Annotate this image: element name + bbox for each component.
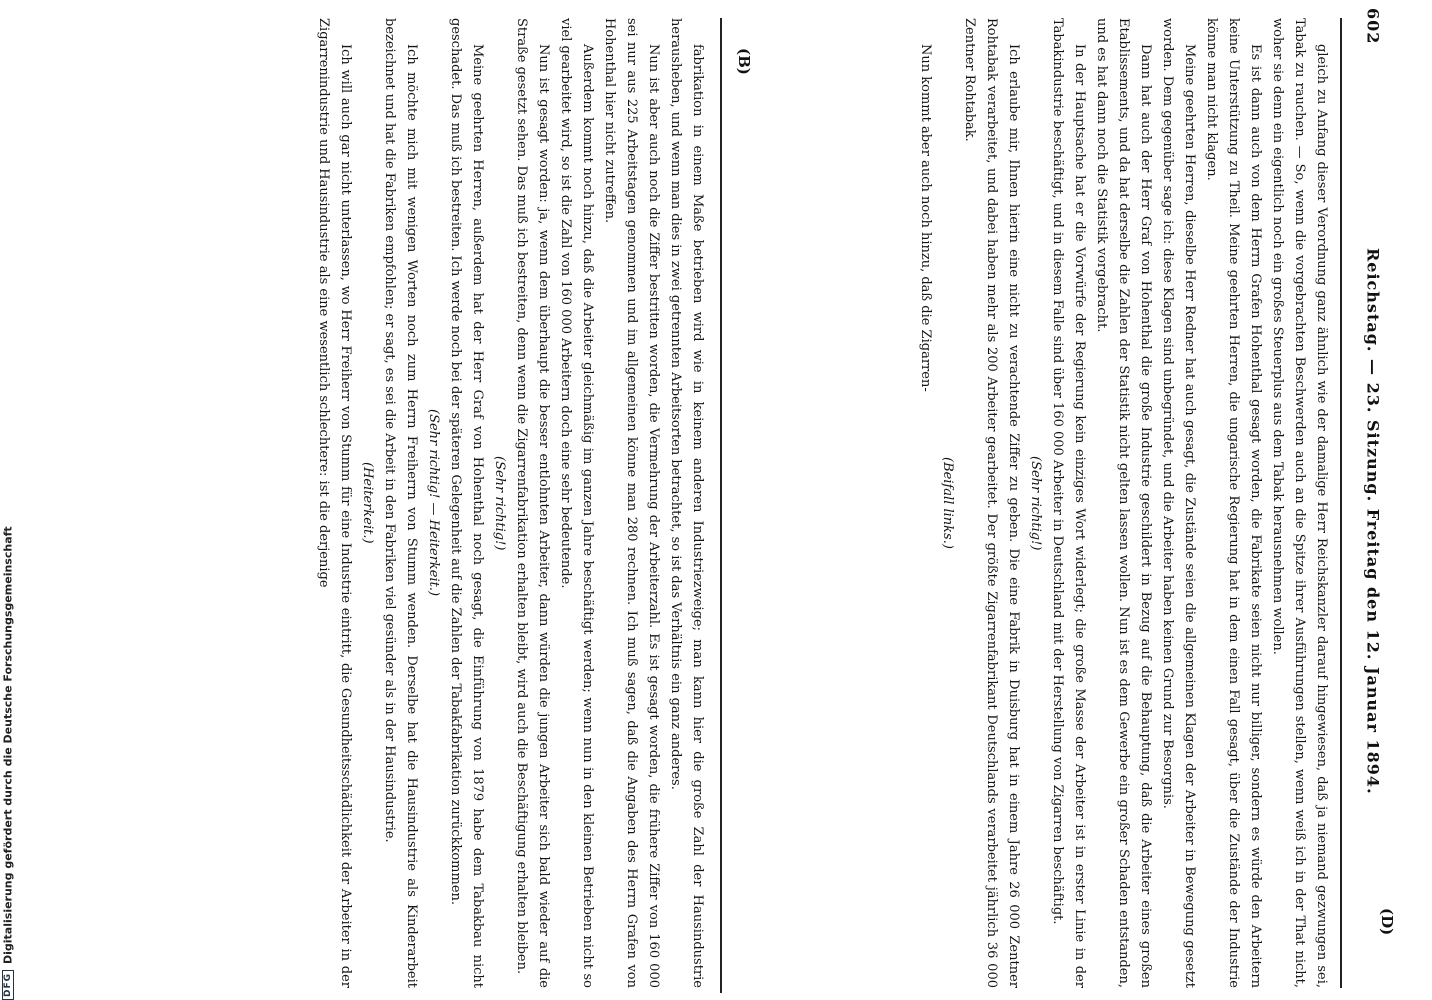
paragraph: Es ist dann auch von dem Herrn Grafen Hohenthal gesagt worden, die Fabrikate seien nicht nur billiger, sondern es würde den Arbeitern keine Unterstützung zu Theil. Meine geehrten Herren, die ungarische Regierung hat in dem einen Fall gesagt, über die Zustände der Industrie könne man nicht klagen. <box>1204 18 1263 988</box>
interjection: (Sehr richtig! — Heiterkeit.) <box>426 409 441 597</box>
paragraph: fabrikation in einem Maße betrieben wird wie in keinem anderen Industriezweige; man kann hier die große Zahl der Hausindustrie herausheben, und wenn man dies in zwei getrennten Arbeitsorten betrachtet, so ist das Verhältnis ein ganz anderes. <box>668 18 705 988</box>
margin-marker-d: (D) <box>1378 908 1396 936</box>
interjection: (Heiterkeit.) <box>360 462 375 544</box>
newspaper-sheet <box>18 8 1408 998</box>
interjection: (Sehr richtig!) <box>1028 455 1043 551</box>
paragraph: Ich erlaube mir, Ihnen hierin eine nicht zu verachtende Ziffer zu geben. Die eine Fabrik in Duisburg hat in einem Jahre 26 000 Zentner Rohtabak verarbeitet, und dabei haben mehr als 200 Arbeiter gearbeitet. Der größte Zigarrenfabrikant Deutschlands verarbeitet jährlich 36 000 Zentner Rohtabak. <box>962 18 1021 988</box>
header-rule <box>1340 18 1342 988</box>
paragraph: Außerdem kommt noch hinzu, daß die Arbeiter gleichmäßig im ganzen Jahre beschäftigt werden; wenn nun in den kleinen Betrieben nicht so viel gearbeitet wird, so ist die Zahl von 160 000 Arbeitern doch eine sehr bedeutende. <box>558 18 595 988</box>
interjection: (Beifall links.) <box>940 457 955 549</box>
paragraph: Ich will auch gar nicht unterlassen, wo Herr Freiherr von Stumm für eine Industrie eintritt, die Gesundheitsschädlichkeit der Arbeiter in der Zigarrenindustrie und Hausindustrie als eine wesentlich schlechtere: ist die derjenige <box>316 18 353 988</box>
paragraph: Nun ist gesagt worden: ja, wenn dem überhaupt die besser entlohnten Arbeiter, dann würden die jungen Arbeiter sich bald wieder auf die Straße gesetzt sehen. Das muß ich bestreiten, denn wenn die Zigarrenfabrikation erhalten bleibt, wird auch die Beschäftigung erhalten bleiben. <box>514 18 551 988</box>
digitization-footer <box>0 0 16 1000</box>
paragraph: gleich zu Anfang dieser Verordnung ganz ähnlich wie der damalige Herr Reichskanzler darauf hingewiesen, daß ja niemand gezwungen sei, Tabak zu rauchen. — So, wenn die vorgebrachten Beschwerden auch an die Spitze ihrer Ausführungen stellen, wenn weiß ich in der That nicht, woher sie denn ein eigentlich noch ein großes Steuerplus aus dem Tabak herausnehmen wollen. <box>1270 18 1329 988</box>
interjection: (Sehr richtig!) <box>492 455 507 551</box>
margin-marker-b: (B) <box>735 48 753 75</box>
paragraph: Meine geehrten Herren, dieselbe Herr Redner hat auch gesagt, die Zustände seien die allgemeinen Klagen der Arbeiter in Bewegung gesetzt worden. Dem gegenüber sage ich: diese Klagen sind unbegründet, und die Arbeiter haben keinen Grund zur Besorgnis. <box>1160 18 1197 988</box>
digitization-credit: Digitalisierung gefördert durch die Deutsche Forschungsgemeinschaft <box>1 526 15 964</box>
paragraph: Nun kommt aber auch noch hinzu, daß die Zigarren- <box>918 44 933 392</box>
running-title: Reichstag. — 23. Sitzung. Freitag den 12. Januar 1894. <box>1363 247 1383 795</box>
paragraph: Nun ist aber auch noch die Ziffer bestritten worden, die Vermehrung der Arbeiterzahl. Es ist gesagt worden, die frühere Ziffer von 160 000 sei nur aus 225 Arbeitstagen genommen und im allgemeinen könne man 280 rechnen. Ich muß sagen, daß die Angaben des Herrn Grafen von Hohenthal hier nicht zutreffen. <box>602 18 661 988</box>
paragraph: In der Hauptsache hat er die Vorwürfe der Regierung kein einziges Wort widerlegt; die große Masse der Arbeiter ist in erster Linie in der Tabakindustrie beschäftigt, und in diesem Falle sind über 160 000 Arbeiter in Deutschland mit der Herstellung von Zigarren beschäftigt. <box>1050 18 1087 988</box>
paragraph: Dann hat auch der Herr Graf von Hohenthal die große Industrie geschildert in Bezug auf die Behauptung, daß die Arbeiter eines großen Etablissements, und da hat derselbe die Zahlen der Statistik nicht gelten lassen wollen. Nun ist es dem Gewerbe ein großer Schaden entstanden, und es hat dann noch die Statistik vorgebracht. <box>1094 18 1153 988</box>
column-divider <box>720 18 722 993</box>
text-column-right <box>108 18 708 988</box>
page-header <box>1338 8 1408 998</box>
dfg-logo-icon: DFG <box>2 970 14 1000</box>
page-number: 602 <box>1363 8 1383 45</box>
paragraph: Ich möchte mich mit wenigen Worten noch zum Herrn Freiherrn von Stumm wenden. Derselbe hat die Hausindustrie als Kinderarbeit bezeichnet und hat die Fabriken empfohlen; er sagt, es sei die Arbeit in den Fabriken viel gesünder als in der Hausindustrie. <box>382 18 419 988</box>
paragraph: Meine geehrten Herren, außerdem hat der Herr Graf von Hohenthal noch gesagt, die Einführung von 1879 habe dem Tabakbau nicht geschadet. Das muß ich bestreiten. Ich werde noch bei der späteren Gelegenheit auf die Zahlen der Tabakfabrikation zurückkommen. <box>448 18 485 988</box>
text-column-left <box>742 18 1332 988</box>
